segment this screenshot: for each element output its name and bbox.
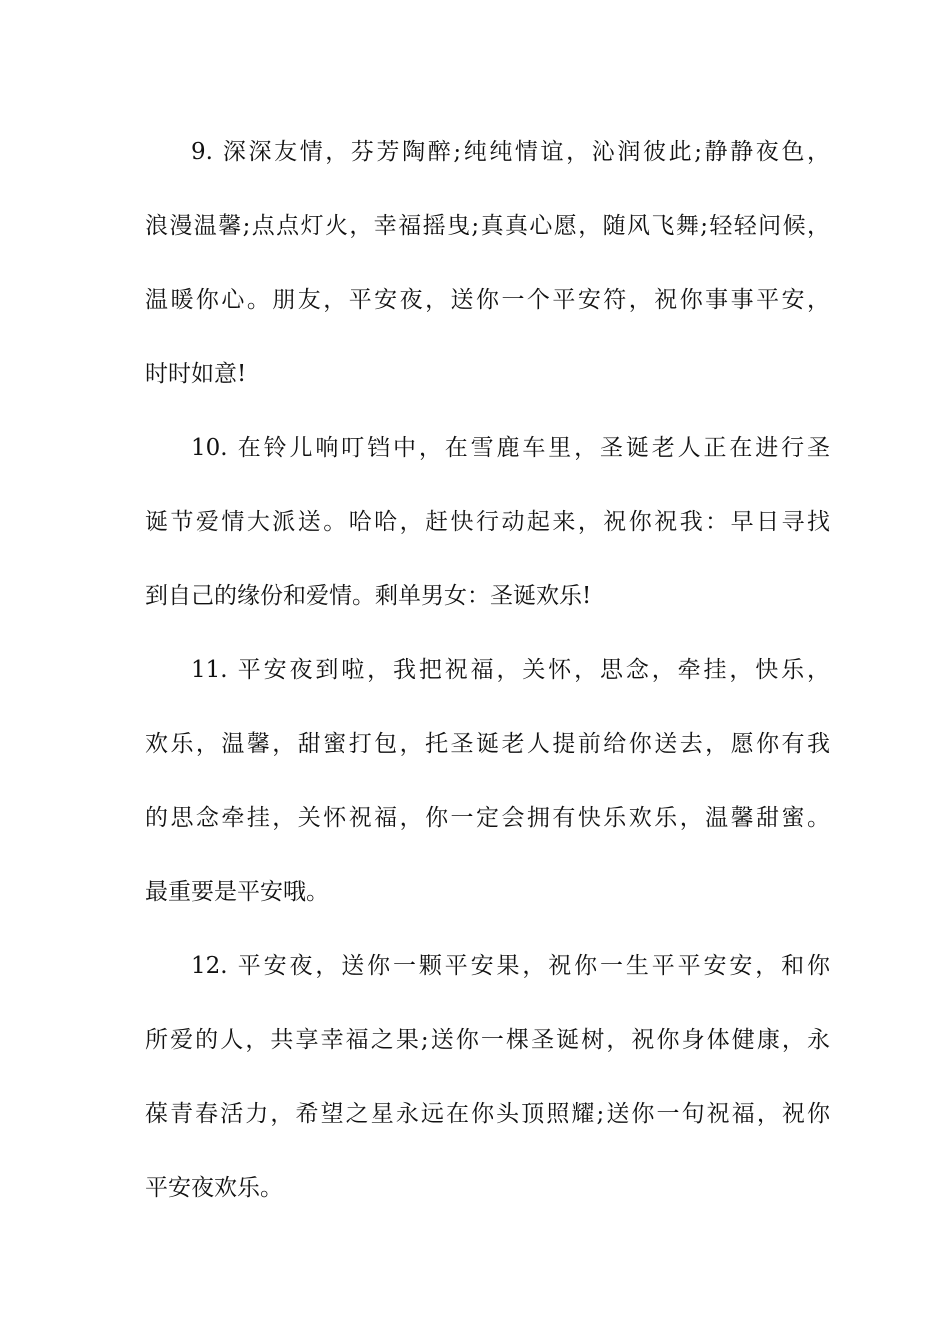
text-line: 浪漫温馨;点点灯火，幸福摇曳;真真心愿，随风飞舞;轻轻问候， (145, 213, 830, 239)
text-line: 最重要是平安哦。 (145, 879, 329, 905)
paragraph-10 (145, 424, 830, 621)
text-line: 10. 在铃儿响叮铛中，在雪鹿车里，圣诞老人正在进行圣 (191, 435, 830, 461)
text-line: 温暖你心。朋友，平安夜，送你一个平安符，祝你事事平安， (145, 287, 830, 313)
text-line: 的思念牵挂，关怀祝福，你一定会拥有快乐欢乐，温馨甜蜜。 (145, 805, 830, 831)
text-line: 葆青春活力，希望之星永远在你头顶照耀;送你一句祝福，祝你 (145, 1101, 830, 1127)
text-line: 到自己的缘份和爱情。剩单男女：圣诞欢乐! (145, 583, 592, 609)
text-line: 欢乐，温馨，甜蜜打包，托圣诞老人提前给你送去，愿你有我 (145, 731, 830, 757)
document-body (145, 128, 830, 1238)
paragraph-12 (145, 942, 830, 1213)
text-line: 平安夜欢乐。 (145, 1175, 283, 1201)
text-line: 12. 平安夜，送你一颗平安果，祝你一生平平安安，和你 (191, 953, 830, 979)
text-line: 11. 平安夜到啦，我把祝福，关怀，思念，牵挂，快乐， (191, 657, 830, 683)
text-line: 9. 深深友情，芬芳陶醉;纯纯情谊，沁润彼此;静静夜色， (191, 139, 830, 165)
paragraph-11 (145, 646, 830, 917)
paragraph-9 (145, 128, 830, 399)
text-line: 所爱的人，共享幸福之果;送你一棵圣诞树，祝你身体健康，永 (145, 1027, 830, 1053)
text-line: 时时如意! (145, 361, 247, 387)
text-line: 诞节爱情大派送。哈哈，赶快行动起来，祝你祝我：早日寻找 (145, 509, 830, 535)
